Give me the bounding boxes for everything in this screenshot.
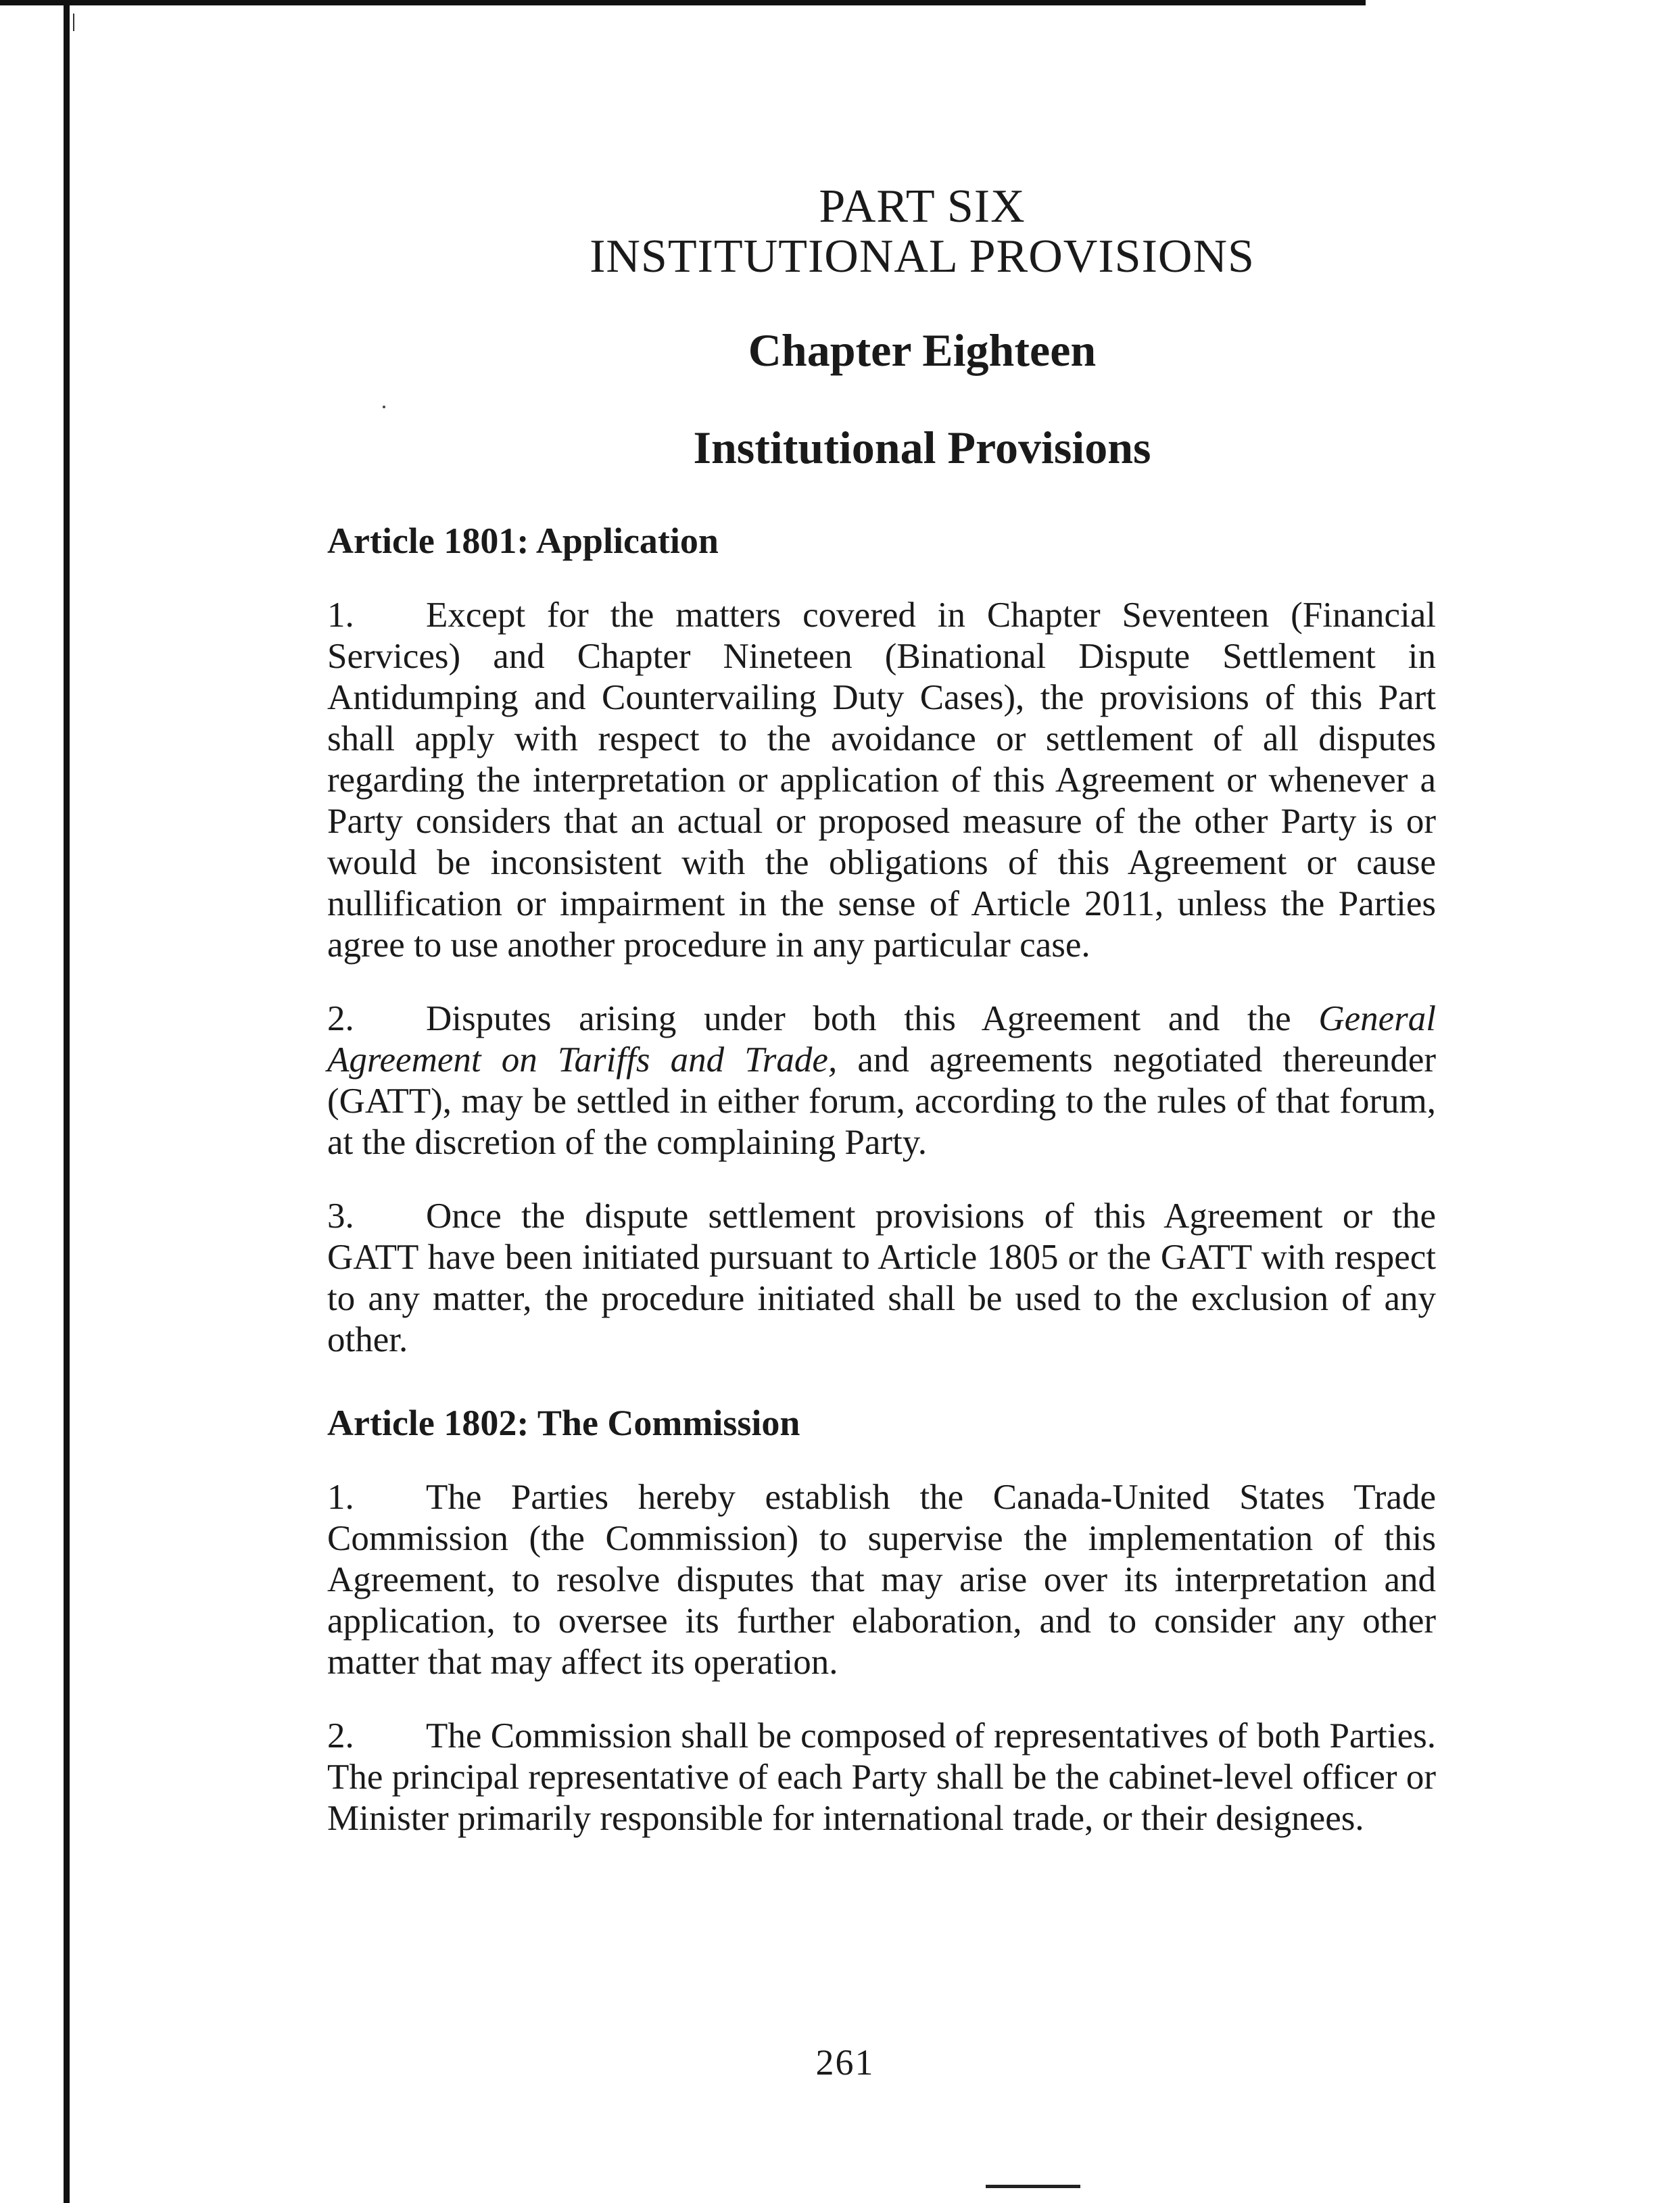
article-1802-paragraph-2 [327, 1716, 1436, 1839]
chapter-title: Institutional Provisions [693, 422, 1151, 473]
paragraph-text: The Parties hereby establish the Canada-United States Trade Commission (the Commission) to supervise the implementation of this Agreement, to resolve disputes that may arise over its interpretation and application, to oversee its further elaboration, and to consider any other matter that may affect its operation. [327, 1478, 1436, 1682]
part-title: PART SIX [819, 180, 1026, 233]
paragraph-number: 2. [327, 1716, 354, 1756]
article-1802-heading: Article 1802: The Commission [327, 1403, 800, 1443]
left-binding-line [64, 0, 70, 2203]
gatt-title-italic: General Agreement on Tariffs and Trade, [327, 999, 1436, 1080]
paragraph-text: Disputes arising under both this Agreement and the [426, 999, 1319, 1038]
paragraph-number: 1. [327, 596, 354, 635]
paragraph-text: Except for the matters covered in Chapter Seventeen (Financial Services) and Chapter Nineteen (Binational Dispute Settlement in Antidumping and Countervailing Duty Cases), the provisions of this Part shall apply with respect to the avoidance or settlement of all disputes regarding the interpretation or application of this Agreement or whenever a Party considers that an actual or proposed measure of the other Party is or would be inconsistent with the obligations of this Agreement or cause nullification or impairment in the sense of Article 2011, unless the Parties agree to use another procedure in any particular case. [327, 596, 1436, 965]
part-subtitle: INSTITUTIONAL PROVISIONS [590, 231, 1255, 283]
bottom-scan-mark [986, 2185, 1080, 2188]
article-1801-heading: Article 1801: Application [327, 521, 719, 561]
article-1801-paragraph-1 [327, 595, 1436, 966]
chapter-number: Chapter Eighteen [748, 324, 1097, 376]
paragraph-text: The Commission shall be composed of representatives of both Parties. The principal representative of each Party shall be the cabinet-level officer or Minister primarily responsible for international trade, or their designees. [327, 1716, 1436, 1838]
paragraph-text: and agreements negotiated thereunder (GATT), may be settled in either forum, according to the rules of that forum, at the discretion of the complaining Party. [327, 1040, 1436, 1162]
document-page [327, 180, 1436, 1839]
paragraph-text: Once the dispute settlement provisions of this Agreement or the GATT have been initiated pursuant to Article 1805 or the GATT with respect to any matter, the procedure initiated shall be used to the exclusion of any other. [327, 1196, 1436, 1359]
page-number: 261 [815, 2042, 875, 2083]
scan-tick-mark [73, 14, 74, 31]
paragraph-number: 3. [327, 1196, 354, 1236]
article-1801-paragraph-2 [327, 998, 1436, 1163]
article-1801-paragraph-3 [327, 1196, 1436, 1361]
paragraph-number: 2. [327, 999, 354, 1038]
article-1802-paragraph-1 [327, 1477, 1436, 1683]
heading-block [408, 180, 1436, 475]
paragraph-number: 1. [327, 1478, 354, 1517]
top-scan-border [0, 0, 1366, 5]
